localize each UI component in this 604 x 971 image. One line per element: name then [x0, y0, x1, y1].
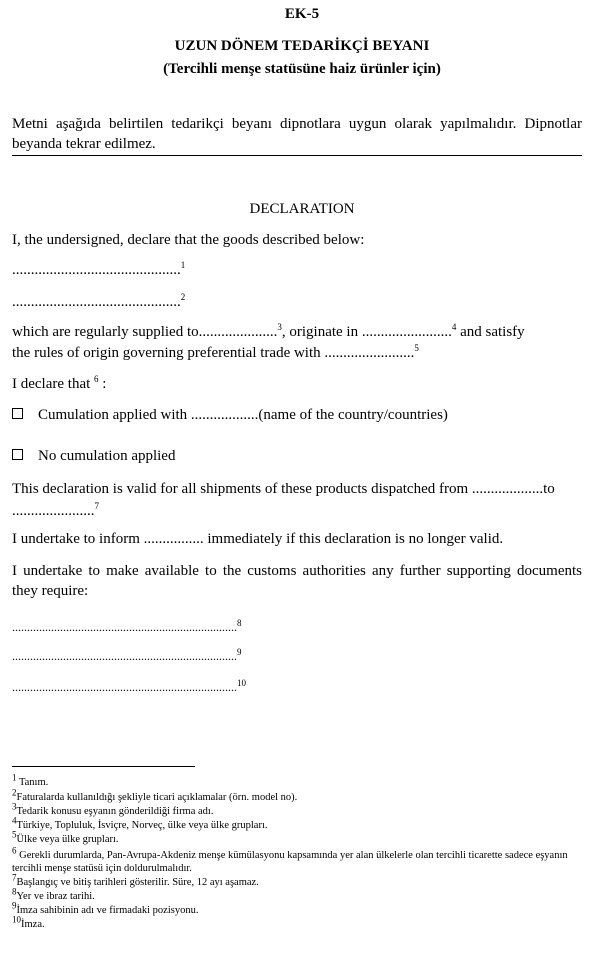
footnote	[12, 872, 587, 889]
footnote-ref: 10	[237, 678, 246, 688]
footnote	[12, 801, 587, 818]
footnote-number: 5	[12, 829, 17, 840]
footnote-text: Ülke veya ülke grupları.	[16, 834, 119, 845]
colon: :	[98, 376, 107, 392]
validity-line: This declaration is valid for all shipments of these products dispatched from ...................to	[12, 481, 555, 497]
footnote-text: Faturalarda kullanıldığı şekliyle ticari açıklamalar (örn. model no).	[16, 792, 298, 803]
footnote	[12, 772, 587, 789]
footnote-text: İmza sahibinin adı ve firmadaki pozisyonu.	[16, 905, 199, 916]
footnote-number: 3	[12, 801, 17, 812]
footnote-ref: 6	[94, 374, 99, 384]
document-title: UZUN DÖNEM TEDARİKÇİ BEYANI	[174, 38, 430, 54]
declaration-intro: I, the undersigned, declare that the goods described below:	[12, 232, 365, 248]
footnote-ref: 5	[414, 343, 419, 353]
footnote-ref: 2	[180, 292, 186, 302]
footnote-number: 8	[12, 886, 17, 897]
footnote	[12, 914, 587, 931]
footnote-number: 4	[12, 815, 17, 826]
footnote	[12, 845, 587, 875]
footnote-number: 2	[12, 787, 17, 798]
footnotes	[12, 772, 587, 931]
signature-blank-signature	[12, 677, 246, 697]
blank-dots: .............................................	[12, 294, 181, 310]
footnote-number: 6	[12, 845, 17, 856]
footnote-number: 9	[12, 900, 17, 911]
declaration-heading: DECLARATION	[249, 201, 355, 217]
footnote-text: Gerekli durumlarda, Pan-Avrupa-Akdeniz menşe kümülasyonu kapsamında yer alan ülkelerle olan tercihli ticarette sadece eşyanın tercihli menşe statüsü için doldurulmalıdır.	[12, 850, 568, 874]
supplied-text: which are regularly supplied to.....................	[12, 324, 278, 340]
footnote	[12, 886, 587, 903]
blank-dots: ...........................................................................	[12, 680, 237, 694]
footnote-text: Yer ve ibraz tarihi.	[16, 891, 95, 902]
rules-text: the rules of origin governing preferential trade with ........................	[12, 345, 415, 361]
footnote-ref: 1	[180, 260, 186, 270]
separator-line	[12, 155, 582, 156]
footnote-text: Tanım.	[18, 777, 49, 788]
blank-dots: ...........................................................................	[12, 620, 237, 634]
footnote	[12, 900, 587, 917]
signature-blank-place-date	[12, 617, 242, 637]
footnote	[12, 787, 587, 804]
footnote-ref: 4	[451, 322, 457, 332]
intro-paragraph: Metni aşağıda belirtilen tedarikçi beyanı dipnotlara uygun olarak yapılmalıdır. Dipnotlar beyanda tekrar edilmez.	[12, 116, 582, 152]
footnote-separator	[12, 766, 195, 767]
undertake-documents-paragraph: I undertake to make available to the customs authorities any further supporting documents they require:	[12, 563, 582, 599]
option-label: Cumulation applied with ..................(name of the country/countries)	[38, 407, 448, 423]
declare-that-text: I declare that	[12, 376, 91, 392]
undertake-inform-line: I undertake to inform ................ immediately if this declaration is no longer valid.	[12, 531, 504, 547]
footnote-number: 7	[12, 872, 17, 883]
signature-blank-name	[12, 646, 242, 666]
footnote-number: 1	[12, 772, 17, 783]
footnote-ref: 8	[237, 618, 242, 628]
blank-dots: .............................................	[12, 262, 181, 278]
rules-line	[12, 343, 419, 363]
validity-blank	[12, 501, 99, 521]
footnote	[12, 815, 587, 832]
footnote-text: Tedarik konusu eşyanın gönderildiği firma adı.	[16, 806, 214, 817]
supplied-line	[12, 322, 587, 342]
annex-label: EK-5	[284, 6, 320, 22]
footnote	[12, 829, 587, 846]
cumulation-checkbox[interactable]	[12, 408, 23, 419]
footnote-text: Türkiye, Topluluk, İsviçre, Norveç, ülke veya ülke grupları.	[16, 820, 268, 831]
option-no-cumulation[interactable]	[12, 446, 175, 466]
footnote-ref: 9	[237, 647, 242, 657]
footnote-text: İmza.	[21, 919, 45, 930]
footnote-number: 10	[12, 914, 21, 925]
footnote-ref: 3	[277, 322, 282, 332]
originate-text: , originate in ........................	[281, 324, 452, 340]
blank-dots: ......................	[12, 503, 95, 519]
goods-blank-2	[12, 292, 185, 312]
satisfy-text: and satisfy	[456, 324, 525, 340]
document-subtitle: (Tercihli menşe statüsüne haiz ürünler için)	[163, 61, 441, 77]
declare-that-line	[12, 374, 106, 394]
footnote-text: Başlangıç ve bitiş tarihleri gösterilir. Süre, 12 ayı aşamaz.	[16, 877, 259, 888]
footnote-ref: 7	[94, 501, 99, 511]
option-label: No cumulation applied	[38, 448, 176, 464]
option-cumulation[interactable]	[12, 405, 448, 425]
no-cumulation-checkbox[interactable]	[12, 449, 23, 460]
blank-dots: ...........................................................................	[12, 649, 237, 663]
goods-blank-1	[12, 260, 185, 280]
